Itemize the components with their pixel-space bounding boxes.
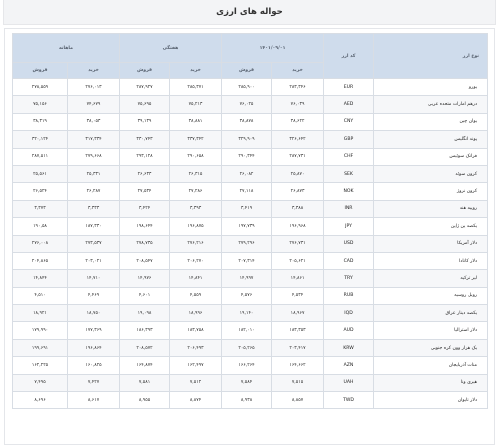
currency-name: یورو [374,79,488,96]
table-row [13,287,488,304]
weekly-buy-cell: ۱۹۶,۸۷۵ [170,218,222,235]
currency-code: IQD [324,305,374,322]
monthly-buy-cell: ۳۸,۰۵۳ [68,113,120,130]
date-sell-header: فروش [222,63,272,79]
currency-name: منات آذربایجان [374,357,488,374]
currency-name: یکصد دینار عراق [374,305,488,322]
weekly-buy-cell: ۴,۵۵۹ [170,287,222,304]
daily-sell-cell: ۲۰۵,۲۶۵ [222,339,272,356]
daily-sell-cell: ۷۶,۰۲۵ [222,96,272,113]
currency-code: GBP [324,131,374,148]
daily-buy-cell: ۳۸,۶۲۲ [272,113,324,130]
monthly-buy-cell: ۳,۳۳۳ [68,200,120,217]
table-row [13,131,488,148]
monthly-buy-cell: ۳۱۷,۳۳۴ [68,131,120,148]
daily-buy-cell: ۷,۵۱۵ [272,374,324,391]
weekly-buy-cell: ۱۴,۸۴۱ [170,270,222,287]
weekly-buy-cell: ۲۷۶,۲۱۶ [170,235,222,252]
monthly-sell-cell: ۳۸,۳۱۹ [13,113,68,130]
monthly-sell-cell: ۷۵,۱۵۶ [13,96,68,113]
weekly-sell-cell: ۴,۶۰۱ [120,287,170,304]
monthly-buy-cell: ۲۷۶,۰۱۳ [68,79,120,96]
currency-name: روبل روسیه [374,287,488,304]
currency-code: AZN [324,357,374,374]
daily-sell-cell: ۲۸۵,۹۰۰ [222,79,272,96]
daily-buy-cell: ۱۶۴,۶۶۲ [272,357,324,374]
daily-sell-cell: ۲۰۷,۳۱۴ [222,252,272,269]
daily-sell-cell: ۳,۴۱۹ [222,200,272,217]
monthly-sell-cell: ۳,۳۷۳ [13,200,68,217]
weekly-sell-cell: ۷,۵۸۱ [120,374,170,391]
daily-sell-cell: ۱۴,۹۹۷ [222,270,272,287]
daily-sell-cell: ۴,۵۷۶ [222,287,272,304]
daily-sell-cell: ۲۷,۱۱۸ [222,183,272,200]
monthly-sell-cell: ۱۶۲,۲۲۵ [13,357,68,374]
weekly-sell-cell: ۷۵,۶۹۵ [120,96,170,113]
weekly-buy-cell: ۱۸,۹۹۶ [170,305,222,322]
weekly-buy-cell: ۳۸,۸۸۱ [170,113,222,130]
weekly-sell-cell: ۲۶,۶۳۳ [120,165,170,182]
currency-code: CHF [324,148,374,165]
weekly-sell-cell: ۱۸۶,۳۹۳ [120,322,170,339]
daily-buy-cell: ۸,۸۵۷ [272,392,324,409]
weekly-sell-cell: ۱۹۸,۶۴۴ [120,218,170,235]
monthly-buy-cell: ۷,۴۲۷ [68,374,120,391]
currency-name: هیری ونا [374,374,488,391]
daily-buy-cell: ۱۹۶,۹۶۸ [272,218,324,235]
monthly-buy-header: خرید [68,63,120,79]
currency-name: پوند انگلیس [374,131,488,148]
daily-buy-cell: ۲۸۷,۷۳۱ [272,148,324,165]
daily-buy-cell: ۳,۳۸۸ [272,200,324,217]
weekly-buy-cell: ۲۰۶,۲۷۰ [170,252,222,269]
weekly-buy-cell: ۱۸۳,۷۵۸ [170,322,222,339]
daily-buy-cell: ۱۴,۸۶۱ [272,270,324,287]
rates-panel [4,28,495,445]
daily-buy-cell: ۲۷۶,۷۳۱ [272,235,324,252]
currency-code: SEK [324,165,374,182]
monthly-sell-cell: ۴,۵۱۰ [13,287,68,304]
monthly-sell-cell: ۱۹۰,۵۸ [13,218,68,235]
monthly-sell-cell: ۱۸,۹۲۱ [13,305,68,322]
currency-code: TWD [324,392,374,409]
weekly-sell-header: فروش [120,63,170,79]
weekly-sell-cell: ۲۷,۵۳۴ [120,183,170,200]
monthly-sell-header: فروش [13,63,68,79]
monthly-sell-cell: ۱۹۹,۶۹۱ [13,339,68,356]
table-row [13,200,488,217]
currency-code: INR [324,200,374,217]
table-row [13,235,488,252]
currency-code: AUD [324,322,374,339]
table-row [13,79,488,96]
currency-name: درهم امارات متحده عربی [374,96,488,113]
table-row [13,392,488,409]
currency-code: AED [324,96,374,113]
daily-buy-cell: ۱۸۳,۳۵۳ [272,322,324,339]
weekly-buy-cell: ۷,۵۱۲ [170,374,222,391]
monthly-sell-cell: ۲۸۷,۵۱۱ [13,148,68,165]
daily-buy-cell: ۱۸,۹۶۷ [272,305,324,322]
monthly-buy-cell: ۱۷۷,۳۶۹ [68,322,120,339]
currency-code: KRW [324,339,374,356]
daily-buy-cell: ۳۲۶,۶۴۲ [272,131,324,148]
weekly-buy-cell: ۳۳۷,۳۴۲ [170,131,222,148]
monthly-buy-cell: ۲۷۹,۶۶۸ [68,148,120,165]
date-buy-header: خرید [272,63,324,79]
rates-body [13,79,488,409]
daily-buy-cell: ۲۵,۸۷۰ [272,165,324,182]
weekly-buy-cell: ۲۸۵,۳۷۱ [170,79,222,96]
monthly-sell-cell: ۱۴,۸۴۴ [13,270,68,287]
currency-name: کرون نروژ [374,183,488,200]
daily-sell-cell: ۱۹۷,۷۳۹ [222,218,272,235]
weekly-buy-cell: ۲۶,۳۱۵ [170,165,222,182]
weekly-sell-cell: ۲۷۸,۷۳۵ [120,235,170,252]
weekly-buy-cell: ۲۰۶,۴۹۳ [170,339,222,356]
table-row [13,218,488,235]
rates-table [12,33,488,409]
table-row [13,165,488,182]
weekly-sell-cell: ۱۹,۰۹۸ [120,305,170,322]
currency-header: نوع ارز [374,34,488,79]
currency-name: روپیه هند [374,200,488,217]
weekly-sell-cell: ۲۰۸,۵۴۷ [120,252,170,269]
currency-code: JPY [324,218,374,235]
daily-sell-cell: ۳۲۹,۹۰۹ [222,131,272,148]
weekly-buy-cell: ۸,۸۷۴ [170,392,222,409]
currency-name: دلار تایوان [374,392,488,409]
monthly-buy-cell: ۲۶,۲۸۷ [68,183,120,200]
weekly-sell-cell: ۱۶۴,۸۷۴ [120,357,170,374]
code-header: کد ارز [324,34,374,79]
monthly-buy-cell: ۱۸۷,۳۳۰ [68,218,120,235]
weekly-sell-cell: ۲۰۸,۵۷۲ [120,339,170,356]
daily-sell-cell: ۳۸,۸۷۸ [222,113,272,130]
table-row [13,374,488,391]
weekly-buy-cell: ۷۵,۲۱۳ [170,96,222,113]
monthly-buy-cell: ۱۶۰,۸۲۵ [68,357,120,374]
date-group-header: ۱۴۰۱/۰۹/۰۱ [222,34,324,63]
daily-buy-cell: ۲۰۵,۶۲۱ [272,252,324,269]
weekly-sell-cell: ۸,۹۵۵ [120,392,170,409]
currency-name: دلار آمریکا [374,235,488,252]
currency-code: USD [324,235,374,252]
currency-code: RUB [324,287,374,304]
monthly-buy-cell: ۱۴,۷۱۰ [68,270,120,287]
weekly-buy-cell: ۲۹۰,۶۵۸ [170,148,222,165]
monthly-buy-cell: ۴,۴۶۹ [68,287,120,304]
currency-code: EUR [324,79,374,96]
daily-sell-cell: ۸,۹۳۸ [222,392,272,409]
daily-buy-cell: ۷۶,۰۳۹ [272,96,324,113]
weekly-sell-cell: ۳,۴۲۴ [120,200,170,217]
daily-buy-cell: ۴,۵۳۴ [272,287,324,304]
currency-code: NOK [324,183,374,200]
daily-sell-cell: ۲۷۹,۲۹۶ [222,235,272,252]
monthly-sell-cell: ۲۶,۵۲۴ [13,183,68,200]
daily-sell-cell: ۲۹۰,۳۴۴ [222,148,272,165]
monthly-sell-cell: ۳۲۰,۱۲۴ [13,131,68,148]
page-title: حواله های ارزی [3,0,496,25]
daily-sell-cell: ۷,۵۸۴ [222,374,272,391]
weekly-buy-header: خرید [170,63,222,79]
table-row [13,113,488,130]
table-row [13,96,488,113]
weekly-sell-cell: ۲۸۷,۹۲۷ [120,79,170,96]
currency-code: CNY [324,113,374,130]
table-row [13,148,488,165]
daily-buy-cell: ۲۰۳,۴۱۷ [272,339,324,356]
currency-code: UAH [324,374,374,391]
monthly-buy-cell: ۸,۶۱۷ [68,392,120,409]
currency-name: یوان چین [374,113,488,130]
monthly-buy-cell: ۲۷۳,۵۳۷ [68,235,120,252]
table-row [13,339,488,356]
table-row [13,252,488,269]
monthly-buy-cell: ۲۵,۳۳۱ [68,165,120,182]
daily-sell-cell: ۱۹,۱۴۰ [222,305,272,322]
monthly-buy-cell: ۱۹۶,۸۶۴ [68,339,120,356]
monthly-sell-cell: ۱۷۹,۹۹۰ [13,322,68,339]
monthly-sell-cell: ۷,۴۹۵ [13,374,68,391]
table-row [13,270,488,287]
weekly-buy-cell: ۳,۳۹۳ [170,200,222,217]
weekly-sell-cell: ۳۹,۱۳۹ [120,113,170,130]
monthly-buy-cell: ۷۴,۶۷۹ [68,96,120,113]
table-row [13,357,488,374]
currency-name: یکصد ین ژاپن [374,218,488,235]
currency-name: کرون سوئد [374,165,488,182]
monthly-sell-cell: ۸,۶۹۶ [13,392,68,409]
daily-sell-cell: ۱۸۲,۰۱۰ [222,322,272,339]
currency-name: دلار کانادا [374,252,488,269]
monthly-sell-cell: ۲۷۸,۵۵۹ [13,79,68,96]
currency-code: CAD [324,252,374,269]
daily-buy-cell: ۲۸۳,۳۴۶ [272,79,324,96]
currency-name: یک هزار وون کره جنوبی [374,339,488,356]
daily-sell-cell: ۲۶,۰۸۲ [222,165,272,182]
monthly-sell-cell: ۲۷۶,۰۰۸ [13,235,68,252]
weekly-group-header: هفتگی [120,34,222,63]
table-row [13,183,488,200]
monthly-group-header: ماهانه [13,34,120,63]
weekly-sell-cell: ۳۳۰,۷۴۳ [120,131,170,148]
table-row [13,305,488,322]
monthly-buy-cell: ۲۰۳,۰۲۱ [68,252,120,269]
table-row [13,322,488,339]
monthly-sell-cell: ۲۰۴,۸۶۵ [13,252,68,269]
daily-buy-cell: ۲۶,۸۷۳ [272,183,324,200]
weekly-sell-cell: ۱۴,۹۷۶ [120,270,170,287]
weekly-buy-cell: ۲۷,۲۸۶ [170,183,222,200]
currency-name: دلار استرالیا [374,322,488,339]
weekly-buy-cell: ۱۶۲,۴۹۷ [170,357,222,374]
currency-name: لیر ترکیه [374,270,488,287]
weekly-sell-cell: ۲۹۳,۱۲۸ [120,148,170,165]
monthly-buy-cell: ۱۸,۷۵۰ [68,305,120,322]
daily-sell-cell: ۱۶۶,۲۶۴ [222,357,272,374]
monthly-sell-cell: ۲۵,۵۶۱ [13,165,68,182]
currency-code: TRY [324,270,374,287]
currency-name: فرانک سوئیس [374,148,488,165]
